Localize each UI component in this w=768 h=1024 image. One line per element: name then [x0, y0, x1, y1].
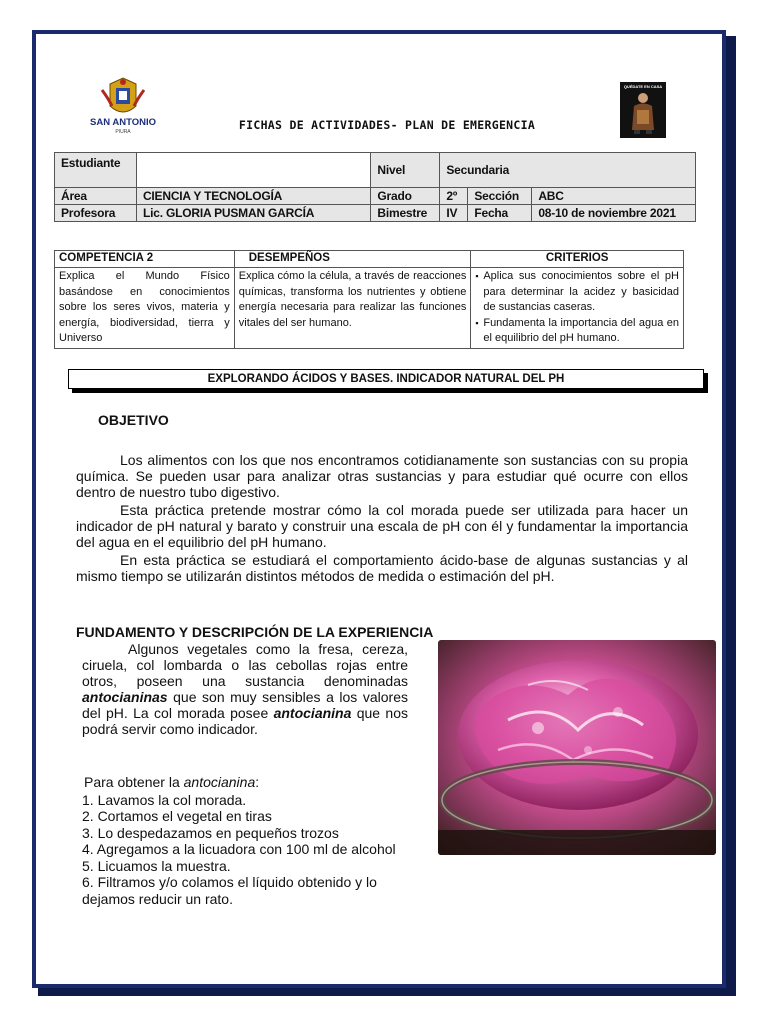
student-value: [136, 153, 370, 188]
date-label: Fecha: [468, 205, 532, 222]
foundation-heading: FUNDAMENTO Y DESCRIPCIÓN DE LA EXPERIENCIA: [76, 624, 434, 640]
date-value: 08-10 de noviembre 2021: [532, 205, 696, 222]
grade-label: Grado: [371, 188, 440, 205]
area-label: Área: [55, 188, 137, 205]
section-label: Sección: [468, 188, 532, 205]
term-antocianina: antocianina: [273, 705, 352, 721]
bimester-value: IV: [440, 205, 468, 222]
procedure-intro: Para obtener la antocianina:: [84, 774, 260, 790]
level-value: Secundaria: [440, 153, 696, 188]
level-label: Nivel: [371, 153, 440, 188]
criteria-header: CRITERIOS: [471, 251, 684, 268]
svg-text:PIURA: PIURA: [115, 129, 131, 135]
criteria-item: ▪ Fundamenta la importancia del agua en el equilibrio del pH humano.: [475, 316, 679, 347]
list-item: 6. Filtramos y/o colamos el líquido obtenido y lo dejamos reducir un rato.: [82, 874, 377, 907]
svg-text:SAN ANTONIO: SAN ANTONIO: [90, 117, 156, 128]
competency-text: Explica el Mundo Físico basándose en conocimientos sobre los seres vivos, materia y energía, biodiversidad, tierra y Universo: [55, 268, 235, 349]
competency-header: COMPETENCIA 2: [55, 251, 235, 268]
student-info-table: [54, 152, 696, 222]
objective-paragraph: En esta práctica se estudiará el comportamiento ácido-base de algunas sustancias y al mismo tiempo se utilizarán distintos métodos de medida o estimación del pH.: [76, 552, 688, 584]
performance-text: Explica cómo la célula, a través de reacciones químicas, transforma los nutrientes y obtiene energía necesaria para realizar las funciones vitales del ser humano.: [234, 268, 471, 349]
criteria-cell: [471, 268, 684, 349]
teacher-label: Profesora: [55, 205, 137, 222]
area-value: CIENCIA Y TECNOLOGÍA: [136, 188, 370, 205]
objective-paragraph: Los alimentos con los que nos encontramos cotidianamente son sustancias con su propia química. Se pueden usar para analizar otras sustancias y para estudiar qué ocurre con ellos dentro de nuestro tubo digestivo.: [76, 452, 688, 500]
term-antocianinas: antocianinas: [82, 689, 168, 705]
list-item: 2. Cortamos el vegetal en tiras: [82, 808, 272, 824]
foundation-text: Algunos vegetales como la fresa, cereza, ciruela, col lombarda o las cebollas rojas entre otros, poseen una sustancia denominadas antocianinas que son muy sensibles a los valores del pH. La col morada posee antocianina que nos podrá servir como indicador.: [82, 641, 408, 737]
objective-heading: OBJETIVO: [98, 412, 169, 428]
procedure-steps: [82, 792, 412, 908]
student-label: Estudiante: [55, 153, 137, 188]
red-cabbage-photo: [438, 640, 716, 855]
procedure: [82, 774, 412, 907]
list-item: 5. Licuamos la muestra.: [82, 857, 231, 874]
section-banner: EXPLORANDO ÁCIDOS Y BASES. INDICADOR NATURAL DEL PH: [68, 369, 704, 389]
list-item: 1. Lavamos la col morada.: [82, 791, 247, 808]
competency-table: [54, 250, 684, 349]
criteria-item: ▪ Aplica sus conocimientos sobre el pH para determinar la acidez y basicidad de sustancias caseras.: [475, 269, 679, 316]
section-value: ABC: [532, 188, 696, 205]
objective-paragraph: Esta práctica pretende mostrar cómo la col morada puede ser utilizada para hacer un indicador de pH natural y barato y construir una escala de pH con él y fundamentar la importancia del agua en el equilibrio del pH humano.: [76, 502, 688, 550]
performance-header: DESEMPEÑOS: [234, 251, 471, 268]
grade-value: 2º: [440, 188, 468, 205]
list-item: 4. Agregamos a la licuadora con 100 ml de alcohol: [82, 841, 396, 857]
bimester-label: Bimestre: [371, 205, 440, 222]
teacher-value: Lic. GLORIA PUSMAN GARCÍA: [136, 205, 370, 222]
criteria-list: [475, 269, 679, 347]
list-item: 3. Lo despedazamos en pequeños trozos: [82, 824, 339, 841]
document-title: FICHAS DE ACTIVIDADES- PLAN DE EMERGENCIA: [238, 118, 536, 132]
svg-text:QUÉDATE EN CASA: QUÉDATE EN CASA: [623, 84, 663, 89]
